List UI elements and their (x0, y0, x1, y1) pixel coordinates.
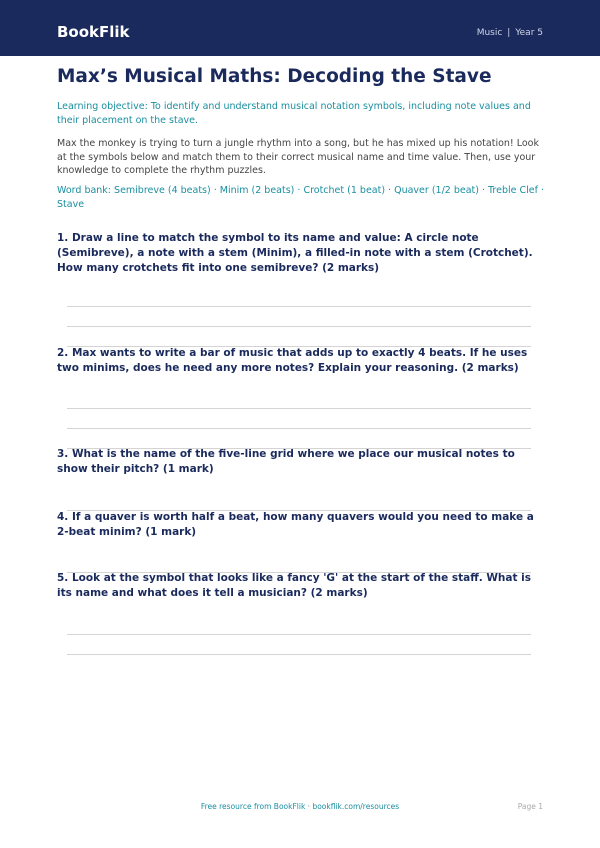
answer-line[interactable] (67, 634, 531, 635)
page-number: Page 1 (517, 802, 543, 811)
answer-line[interactable] (67, 428, 531, 429)
footer-credit[interactable]: Free resource from BookFlik · bookflik.com/resources (200, 802, 400, 811)
word-bank: Word bank: Semibreve (4 beats) · Minim (2 beats) · Crotchet (1 beat) · Quaver (1/2 beat) · Treble Clef · Stave (57, 185, 545, 210)
answer-line[interactable] (67, 326, 531, 327)
header-separator: | (507, 28, 511, 38)
year-label: Year 5 (515, 28, 543, 38)
question-3: 3. What is the name of the five-line grid where we place our musical notes to show their pitch? (1 mark) (57, 448, 515, 475)
question-2: 2. Max wants to write a bar of music that adds up to exactly 4 beats. If he uses two minims, does he need any more notes? Explain your reasoning. (2 marks) (57, 347, 528, 374)
answer-line[interactable] (67, 654, 531, 655)
learning-objective: Learning objective: To identify and understand musical notation symbols, including note values and their placement on the stave. (57, 101, 531, 126)
worksheet-title: Max’s Musical Maths: Decoding the Stave (57, 66, 492, 87)
brand-logo[interactable]: BookFlik (57, 23, 130, 41)
question-1: 1. Draw a line to match the symbol to its name and value: A circle note (Semibreve), a note with a stem (Minim), a filled-in note with a stem (Crotchet). How many crotchets fit into one semibreve? (2 marks) (57, 232, 533, 274)
page-header (0, 0, 600, 56)
subject-year-label (477, 27, 543, 39)
subject-label: Music (476, 28, 503, 38)
answer-line[interactable] (67, 306, 531, 307)
intro-paragraph: Max the monkey is trying to turn a jungle rhythm into a song, but he has mixed up his notation! Look at the symbols below and match them to their correct musical name and time value. Then, use your knowledge to complete the rhythm puzzles. (57, 138, 539, 176)
answer-line[interactable] (67, 408, 531, 409)
question-5: 5. Look at the symbol that looks like a fancy 'G' at the start of the staff. What is its name and what does it tell a musician? (2 marks) (57, 572, 532, 599)
question-4: 4. If a quaver is worth half a beat, how many quavers would you need to make a 2-beat minim? (1 mark) (57, 511, 534, 538)
